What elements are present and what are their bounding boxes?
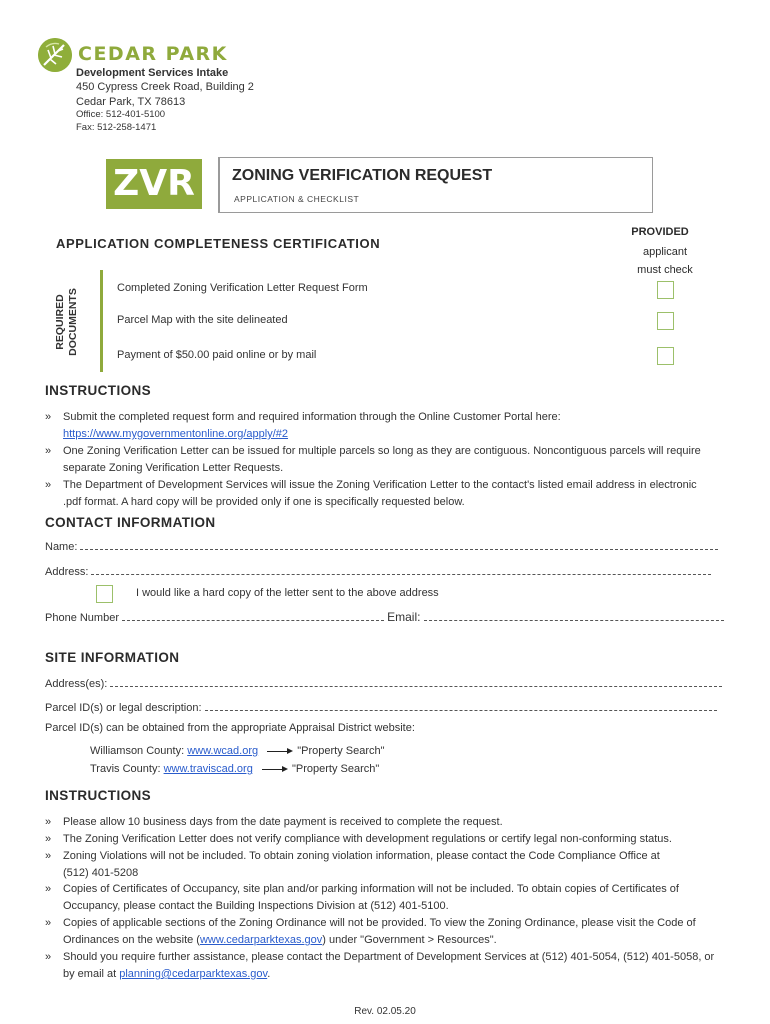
- provided-note-line-2: must check: [637, 264, 693, 276]
- address-label: Address:: [45, 566, 89, 578]
- parcel-row: [45, 702, 717, 714]
- parcel-field[interactable]: [205, 702, 717, 711]
- provided-note: [620, 243, 710, 279]
- instruction-item-cont: Occupancy, please contact the Building Inspections Division at (512) 401-5100.: [63, 900, 449, 912]
- instruction-item: » Please allow 10 business days from the date payment is received to complete the request.: [45, 816, 503, 828]
- instructions-heading-2: INSTRUCTIONS: [45, 788, 152, 803]
- form-code-badge: ZVR: [106, 159, 202, 209]
- email-field[interactable]: [424, 612, 724, 621]
- required-doc-parcel-map: Parcel Map with the site delineated: [117, 314, 288, 326]
- property-search-label: "Property Search": [297, 745, 385, 757]
- checkbox-parcel-map[interactable]: [657, 312, 674, 330]
- parcel-label: Parcel ID(s) or legal description:: [45, 702, 202, 714]
- cedarpark-website-link[interactable]: www.cedarparktexas.gov: [199, 934, 323, 946]
- department-name: Development Services Intake: [76, 67, 229, 79]
- site-address-field[interactable]: [110, 678, 722, 687]
- instruction-item: » Submit the completed request form and required information through the Online Customer Portal here:: [45, 411, 561, 423]
- arrow-right-icon: [262, 769, 286, 770]
- traviscad-link[interactable]: www.traviscad.org: [163, 763, 253, 775]
- revision-label: Rev. 02.05.20: [354, 1006, 416, 1017]
- street-address: 450 Cypress Creek Road, Building 2: [76, 81, 254, 93]
- required-label-line-2: DOCUMENTS: [67, 288, 80, 356]
- email-label: Email:: [387, 610, 421, 624]
- provided-header: PROVIDED: [631, 226, 689, 238]
- address-row: [45, 566, 711, 578]
- certification-title: APPLICATION COMPLETENESS CERTIFICATION: [56, 236, 381, 251]
- name-field[interactable]: [80, 541, 718, 550]
- cedar-park-logo-icon: [38, 38, 72, 72]
- page-subtitle: APPLICATION & CHECKLIST: [234, 194, 360, 204]
- required-doc-payment: Payment of $50.00 paid online or by mail: [117, 349, 317, 361]
- required-label-line-1: REQUIRED: [54, 294, 67, 350]
- required-doc-request-form: Completed Zoning Verification Letter Request Form: [117, 282, 368, 294]
- arrow-right-icon: [267, 751, 291, 752]
- phone-field[interactable]: [122, 612, 384, 621]
- required-documents-bar: [100, 270, 103, 372]
- instruction-item: » One Zoning Verification Letter can be issued for multiple parcels so long as they are contiguous. Noncontiguous parcels will require: [45, 445, 701, 457]
- instruction-item-cont: (512) 401-5208: [63, 867, 139, 879]
- logo-text: CEDAR PARK: [78, 43, 228, 65]
- checkbox-request-form[interactable]: [657, 281, 674, 299]
- wcad-link[interactable]: www.wcad.org: [187, 745, 259, 757]
- instruction-item: » The Department of Development Services will issue the Zoning Verification Letter to the contact's listed email address in electronic: [45, 479, 697, 491]
- instruction-item-cont: by email at planning@cedarparktexas.gov.: [63, 968, 271, 980]
- name-row: [45, 541, 718, 553]
- hardcopy-label: I would like a hard copy of the letter sent to the above address: [136, 587, 439, 599]
- instruction-item-cont: Ordinances on the website (www.cedarparktexas.gov) under "Government > Resources".: [63, 934, 497, 946]
- required-documents-label: [38, 278, 96, 366]
- provided-note-line-1: applicant: [642, 246, 688, 258]
- hardcopy-checkbox[interactable]: [96, 585, 113, 603]
- city-address: Cedar Park, TX 78613: [76, 96, 186, 108]
- address-field[interactable]: [91, 566, 711, 575]
- instruction-item: » Zoning Violations will not be included. To obtain zoning violation information, please contact the Code Compliance Office at: [45, 850, 660, 862]
- williamson-label: Williamson County:: [90, 745, 185, 757]
- site-address-label: Address(es):: [45, 678, 108, 690]
- instruction-item-cont: separate Zoning Verification Letter Requests.: [63, 462, 284, 474]
- travis-row: [90, 763, 379, 775]
- site-heading: SITE INFORMATION: [45, 650, 180, 665]
- instruction-item: » Copies of applicable sections of the Zoning Ordinance will not be provided. To view the Zoning Ordinance, please visit the Code of: [45, 917, 696, 929]
- instructions-heading: INSTRUCTIONS: [45, 383, 152, 398]
- instruction-item: » Copies of Certificates of Occupancy, site plan and/or parking information will not be included. To obtain copies of Certificates of: [45, 883, 679, 895]
- portal-link[interactable]: https://www.mygovernmentonline.org/apply/#2: [63, 428, 289, 440]
- title-divider: [218, 157, 220, 213]
- checkbox-payment[interactable]: [657, 347, 674, 365]
- instruction-item-cont: .pdf format. A hard copy will be provided only if one is specifically requested below.: [63, 496, 465, 508]
- phone-email-row: [45, 610, 724, 624]
- fax-number: Fax: 512-258-1471: [76, 122, 157, 133]
- site-address-row: [45, 678, 722, 690]
- property-search-label: "Property Search": [291, 763, 380, 775]
- contact-heading: CONTACT INFORMATION: [45, 515, 216, 530]
- parcel-note: Parcel ID(s) can be obtained from the appropriate Appraisal District website:: [45, 722, 415, 734]
- title-box: [218, 157, 653, 213]
- instruction-item: » The Zoning Verification Letter does not verify compliance with development regulations or certify legal non-conforming status.: [45, 833, 672, 845]
- name-label: Name:: [45, 541, 78, 553]
- office-phone: Office: 512-401-5100: [76, 109, 166, 120]
- phone-label: Phone Number: [45, 612, 119, 624]
- instruction-item: » Should you require further assistance, please contact the Department of Development Services at (512) 401-5054, (512) 401-5058, or: [45, 951, 715, 963]
- planning-email-link[interactable]: planning@cedarparktexas.gov: [119, 968, 268, 980]
- page-title: ZONING VERIFICATION REQUEST: [232, 167, 493, 184]
- williamson-row: [90, 745, 385, 757]
- travis-label: Travis County:: [90, 763, 161, 775]
